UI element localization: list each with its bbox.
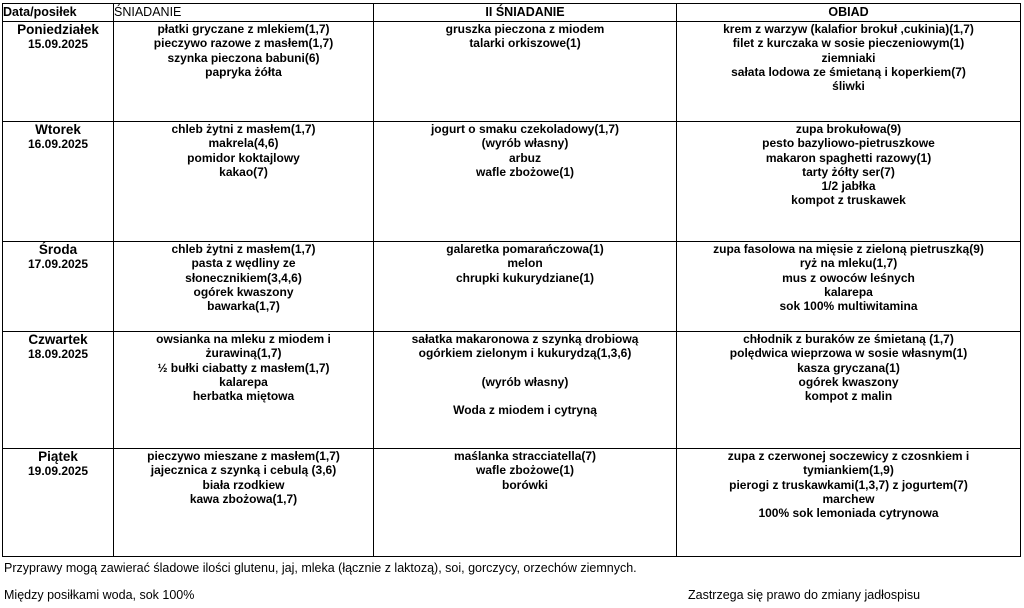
menu-item: herbatka miętowa xyxy=(192,389,295,404)
second-breakfast-cell xyxy=(374,22,677,122)
menu-item: 100% sok lemoniada cytrynowa xyxy=(758,506,939,521)
menu-item: krem z warzyw (kalafior brokuł ,cukinia)(1,7) xyxy=(723,22,974,36)
lunch-cell xyxy=(677,332,1021,449)
menu-item: polędwica wieprzowa w sosie własnym(1) xyxy=(729,346,968,361)
menu-item: (wyrób własny) xyxy=(481,136,569,151)
menu-item: sałata lodowa ze śmietaną i koperkiem(7) xyxy=(731,64,966,79)
menu-item: galaretka pomarańczowa(1) xyxy=(446,242,604,256)
menu-item: bawarka(1,7) xyxy=(207,299,280,314)
lunch-cell xyxy=(677,122,1021,242)
header-date: Data/posiłek xyxy=(3,4,114,22)
menu-item: maślanka stracciatella(7) xyxy=(453,449,597,463)
header-row xyxy=(3,4,1021,22)
menu-item: jajecznica z szynką i cebulą (3,6) xyxy=(150,463,337,478)
menu-item: makrela(4,6) xyxy=(208,136,279,151)
menu-item: chleb żytni z masłem(1,7) xyxy=(171,242,316,256)
menu-item: mus z owoców leśnych xyxy=(782,270,915,285)
second-breakfast-cell xyxy=(374,449,677,557)
day-cell xyxy=(3,332,114,449)
day-row xyxy=(3,449,1021,557)
menu-item: płatki gryczane z mlekiem(1,7) xyxy=(157,22,330,36)
menu-item: kalarepa xyxy=(219,374,268,389)
day-row xyxy=(3,122,1021,242)
day-name: Środa xyxy=(38,242,78,257)
day-name: Piątek xyxy=(38,449,78,464)
menu-item: pieczywo mieszane z masłem(1,7) xyxy=(147,449,340,463)
menu-item: borówki xyxy=(501,477,548,492)
menu-item: ogórek kwaszony xyxy=(193,284,294,299)
day-date: 16.09.2025 xyxy=(27,137,89,151)
menu-item: gruszka pieczona z miodem xyxy=(445,22,605,36)
menu-item: filet z kurczaka w sosie pieczeniowym(1) xyxy=(732,36,965,51)
day-cell xyxy=(3,242,114,332)
menu-item: pesto bazyliowo-pietruszkowe xyxy=(762,136,935,151)
day-row xyxy=(3,22,1021,122)
menu-item: arbuz xyxy=(508,150,541,165)
day-cell xyxy=(3,449,114,557)
menu-item: 1/2 jabłka xyxy=(821,179,876,194)
header-lunch: OBIAD xyxy=(677,4,1021,22)
menu-item: żurawiną(1,7) xyxy=(205,346,282,361)
day-name: Poniedziałek xyxy=(17,22,99,37)
day-date: 19.09.2025 xyxy=(27,464,89,478)
menu-item: pieczywo razowe z masłem(1,7) xyxy=(153,36,334,51)
menu-item: melon xyxy=(507,256,543,271)
breakfast-cell xyxy=(114,242,374,332)
menu-item: biała rzodkiew xyxy=(202,477,285,492)
menu-item: wafle zbożowe(1) xyxy=(475,463,574,478)
lunch-cell xyxy=(677,242,1021,332)
day-date: 18.09.2025 xyxy=(27,347,89,361)
menu-item: kakao(7) xyxy=(219,164,268,179)
lunch-cell xyxy=(677,449,1021,557)
menu-item: jogurt o smaku czekoladowy(1,7) xyxy=(430,122,620,136)
menu-item: makaron spaghetti razowy(1) xyxy=(765,150,932,165)
menu-item: chleb żytni z masłem(1,7) xyxy=(171,122,316,136)
breakfast-cell xyxy=(114,449,374,557)
day-date: 17.09.2025 xyxy=(27,257,89,271)
drinks-note: Między posiłkami woda, sok 100% xyxy=(4,588,195,602)
day-name: Czwartek xyxy=(28,332,88,347)
menu-item: ogórkiem zielonym i kukurydzą(1,3,6) xyxy=(418,346,632,361)
menu-item: talarki orkiszowe(1) xyxy=(469,36,581,51)
menu-item: śliwki xyxy=(832,79,865,94)
day-name: Wtorek xyxy=(35,122,81,137)
breakfast-cell xyxy=(114,332,374,449)
menu-item: ziemniaki xyxy=(821,50,876,65)
allergen-note: Przyprawy mogą zawierać śladowe ilości glutenu, jaj, mleka (łącznie z laktozą), soi, gorczycy, orzechów ziemnych. xyxy=(4,561,637,575)
header-second-breakfast: II ŚNIADANIE xyxy=(374,4,677,22)
menu-item: kasza gryczana(1) xyxy=(797,360,900,375)
menu-item xyxy=(374,361,676,375)
menu-item: pierogi z truskawkami(1,3,7) z jogurtem(7) xyxy=(729,477,968,492)
day-cell xyxy=(3,122,114,242)
breakfast-cell xyxy=(114,22,374,122)
lunch-cell xyxy=(677,22,1021,122)
menu-item: szynka pieczona babuni(6) xyxy=(167,50,320,65)
day-cell xyxy=(3,22,114,122)
header-breakfast: ŚNIADANIE xyxy=(114,4,374,22)
menu-item: Woda z miodem i cytryną xyxy=(453,402,597,417)
menu-item: marchew xyxy=(822,491,875,506)
menu-item: kalarepa xyxy=(824,284,873,299)
menu-item: papryka żółta xyxy=(205,64,282,79)
day-date: 15.09.2025 xyxy=(27,37,89,51)
menu-item: pasta z wędliny ze xyxy=(191,256,296,271)
menu-item: owsianka na mleku z miodem i xyxy=(156,332,331,346)
menu-item: ogórek kwaszony xyxy=(798,374,899,389)
second-breakfast-cell xyxy=(374,122,677,242)
menu-item: kawa zbożowa(1,7) xyxy=(189,491,298,506)
menu-item: słonecznikiem(3,4,6) xyxy=(185,270,302,285)
menu-item: tarty żółty ser(7) xyxy=(802,164,895,179)
menu-table xyxy=(2,3,1021,557)
day-row xyxy=(3,242,1021,332)
menu-item: chrupki kukurydziane(1) xyxy=(455,270,595,285)
menu-item: tymiankiem(1,9) xyxy=(803,463,894,478)
menu-item: ryż na mleku(1,7) xyxy=(799,256,898,271)
second-breakfast-cell xyxy=(374,332,677,449)
menu-item: zupa z czerwonej soczewicy z czosnkiem i xyxy=(727,449,970,463)
menu-item: ½ bułki ciabatty z masłem(1,7) xyxy=(157,360,330,375)
menu-item: wafle zbożowe(1) xyxy=(475,164,574,179)
day-row xyxy=(3,332,1021,449)
menu-item: chłodnik z buraków ze śmietaną (1,7) xyxy=(743,332,954,346)
breakfast-cell xyxy=(114,122,374,242)
menu-item: sok 100% multiwitamina xyxy=(779,299,918,314)
second-breakfast-cell xyxy=(374,242,677,332)
disclaimer-note: Zastrzega się prawo do zmiany jadłospisu xyxy=(688,588,921,602)
menu-item: sałatka makaronowa z szynką drobiową xyxy=(411,332,639,346)
menu-item: kompot z malin xyxy=(804,389,893,404)
menu-item: (wyrób własny) xyxy=(481,374,569,389)
menu-item: kompot z truskawek xyxy=(791,193,906,208)
menu-item: pomidor koktajlowy xyxy=(187,150,300,165)
menu-item: zupa brokułowa(9) xyxy=(795,122,902,136)
menu-item xyxy=(374,389,676,403)
menu-item: zupa fasolowa na mięsie z zieloną pietruszką(9) xyxy=(713,242,984,256)
